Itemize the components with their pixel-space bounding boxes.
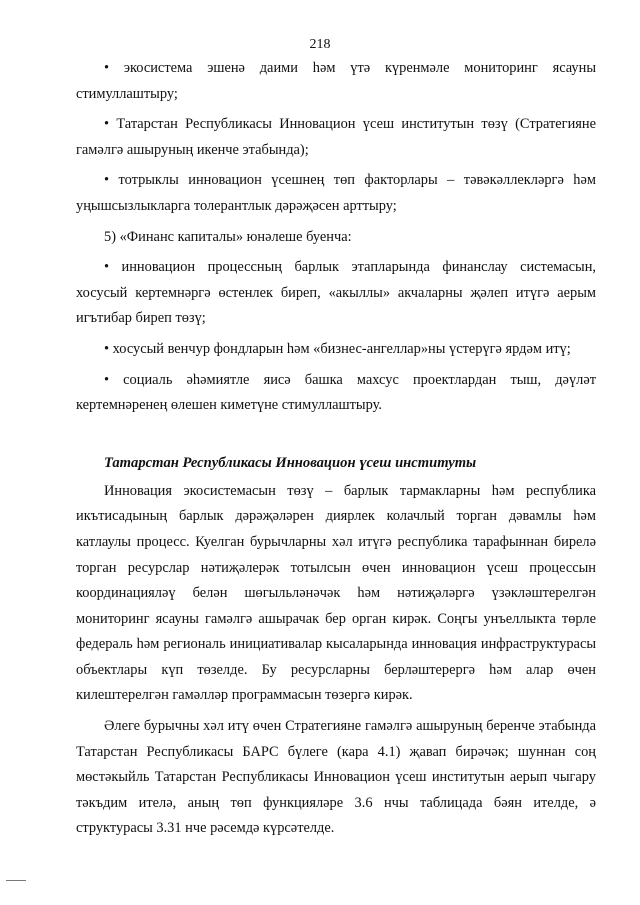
scan-mark	[6, 880, 26, 881]
body-text	[76, 56, 596, 842]
section-paragraph: Инновация экосистемасын төзү – барлык тармакларны һәм республика икътисадының барлык дәрәҗәләрен диярлек колачлый торган дәвамлы һәм катлаулы процесс. Куелган бурычларны хәл итүгә республика тарафыннан бирелә торган ресурслар нәтиҗәлерәк тотылсын өчен инновацион үсеш процессын координацияләү белән шөгыльләнәчәк һәм нәтиҗәләргә үзәкләштерелгән мониторинг ясауны гамәлгә ашырачак бер орган кирәк. Соңгы унъеллыкта төрле федераль һәм региональ инициативалар кысаларында инновация инфраструктурасы объектлары күп төзелде. Бу ресурсларны берләштерергә һәм алар өчен килештерелгән гамәлләр программасын төзергә кирәк.	[76, 482, 596, 704]
page-number: 218	[309, 37, 331, 52]
bullet-item: • тотрыклы инновацион үсешнең төп факторлары – тәвәкәллекләргә һәм уңышсызлыкларга толерантлык дәрәҗәсен арттыру;	[76, 172, 596, 214]
section-heading: Татарстан Республикасы Инновацион үсеш институты	[104, 454, 477, 471]
bullet-item: • инновацион процессның барлык этапларында финанслау системасын, хосусый кертемнәргә өстенлек биреп, «акыллы» акчаларны җәлеп итүгә аерым игътибар биреп төзү;	[76, 259, 596, 327]
bullet-item: • хосусый венчур фондларын һәм «бизнес-ангеллар»ны үстерүгә ярдәм итү;	[104, 340, 571, 357]
bullet-item: • социаль әһәмиятле яисә башка махсус проектлардан тыш, дәүләт кертемнәренең өлешен киметүне стимуллаштыру.	[76, 371, 596, 414]
bullet-item: • Татарстан Республикасы Инновацион үсеш институтын төзү (Стратегияне гамәлгә ашыруның икенче этабында);	[76, 116, 596, 158]
bullet-item: • экосистема эшенә даими һәм үтә күренмәле мониторинг ясауны стимуллаштыру;	[76, 60, 596, 102]
numbered-item: 5) «Финанс капиталы» юнәлеше буенча:	[104, 228, 352, 245]
section-paragraph: Әлеге бурычны хәл итү өчен Стратегияне гамәлгә ашыруның беренче этабында Татарстан Республикасы БАРС бүлеге (кара 4.1) җавап бирәчәк; шуннан соң мөстәкыйль Татарстан Республикасы Инновацион үсеш институтын аерып чыгару тәкъдим ителә, аның төп функцияләре 3.6 нчы таблицада бәян ителде, ә структурасы 3.31 нче рәсемдә күрсәтелде.	[76, 718, 596, 837]
